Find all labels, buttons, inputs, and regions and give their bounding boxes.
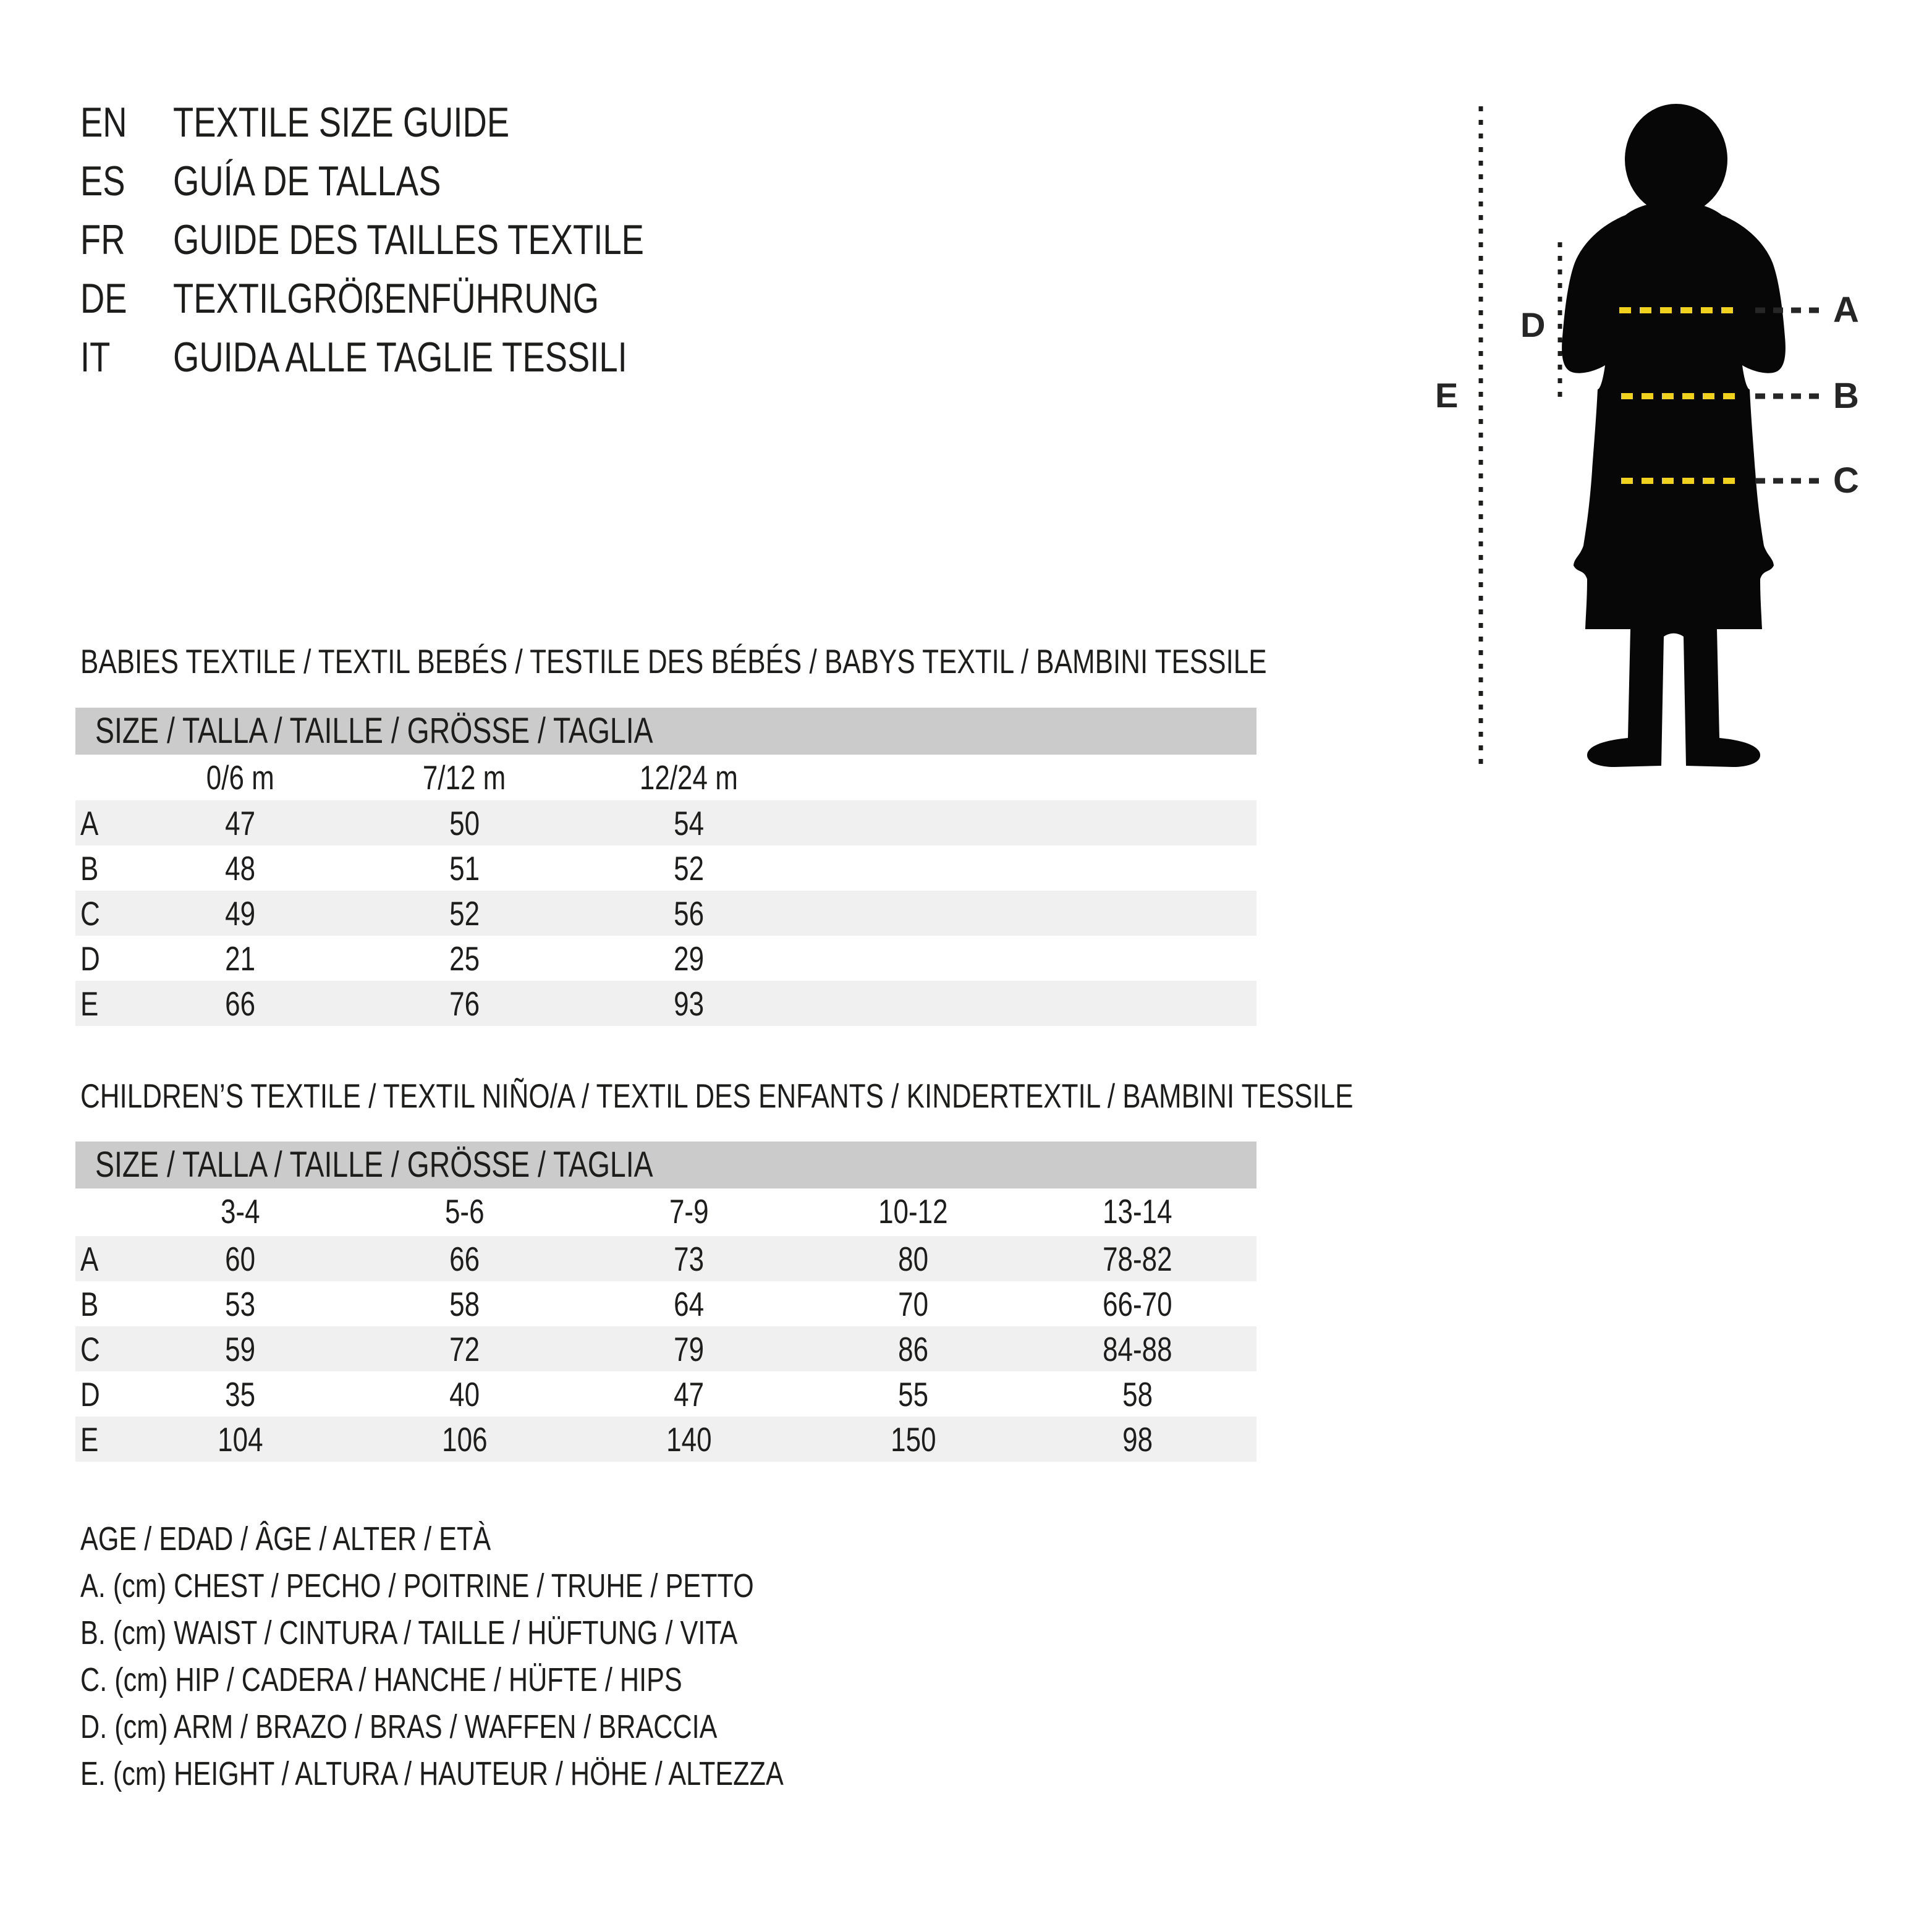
size-value-cell: 73	[674, 1239, 704, 1278]
column-header: 7-9	[669, 1192, 709, 1231]
size-value-cell: 79	[674, 1329, 704, 1368]
table-row	[75, 800, 1256, 845]
row-label: D	[80, 939, 100, 978]
size-value-cell: 35	[225, 1375, 255, 1413]
size-value-cell: 47	[225, 803, 255, 842]
size-value-cell: 40	[449, 1375, 480, 1413]
size-value-cell: 49	[225, 894, 255, 933]
child-measurement-diagram	[1421, 93, 1932, 785]
language-row	[80, 93, 761, 151]
size-value-cell: 98	[1122, 1420, 1153, 1459]
measurement-legend	[80, 1515, 959, 1797]
column-header: 0/6 m	[206, 758, 274, 797]
babies-table-rows	[75, 800, 1256, 1026]
size-value-cell: 59	[225, 1329, 255, 1368]
size-value-cell: 104	[217, 1420, 263, 1459]
size-value-cell: 50	[449, 803, 480, 842]
size-value-cell: 51	[449, 849, 480, 888]
size-value-cell: 60	[225, 1239, 255, 1278]
row-label: C	[80, 1329, 100, 1368]
size-value-cell: 76	[449, 984, 480, 1023]
row-label: A	[80, 1239, 99, 1278]
size-value-cell: 78-82	[1103, 1239, 1172, 1278]
size-value-cell: 29	[674, 939, 704, 978]
size-value-cell: 66	[225, 984, 255, 1023]
size-value-cell: 21	[225, 939, 255, 978]
table-row	[75, 891, 1256, 936]
size-value-cell: 58	[1122, 1375, 1153, 1413]
size-value-cell: 47	[674, 1375, 704, 1413]
size-value-cell: 55	[898, 1375, 928, 1413]
children-column-headers	[75, 1188, 1256, 1234]
legend-line-waist: B. (cm) WAIST / CINTURA / TAILLE / HÜFTUNG / VITA	[80, 1614, 738, 1651]
babies-column-headers	[75, 755, 1256, 800]
row-label: B	[80, 849, 99, 888]
size-value-cell: 140	[666, 1420, 712, 1459]
row-label: B	[80, 1284, 99, 1323]
size-value-cell: 66-70	[1103, 1284, 1172, 1323]
page-title: GUÍA DE TALLAS	[173, 157, 441, 205]
size-value-cell: 64	[674, 1284, 704, 1323]
size-value-cell: 66	[449, 1239, 480, 1278]
column-header: 7/12 m	[423, 758, 506, 797]
size-value-cell: 53	[225, 1284, 255, 1323]
row-label: C	[80, 894, 100, 933]
language-row	[80, 269, 761, 328]
legend-line-arm: D. (cm) ARM / BRAZO / BRAS / WAFFEN / BRACCIA	[80, 1708, 718, 1745]
legend-line-height: E. (cm) HEIGHT / ALTURA / HAUTEUR / HÖHE / ALTEZZA	[80, 1755, 784, 1792]
language-code: EN	[80, 98, 127, 146]
legend-line-hip: C. (cm) HIP / CADERA / HANCHE / HÜFTE / HIPS	[80, 1661, 682, 1698]
legend-line-chest: A. (cm) CHEST / PECHO / POITRINE / TRUHE / PETTO	[80, 1567, 754, 1604]
column-header: 3-4	[220, 1192, 260, 1231]
size-value-cell: 93	[674, 984, 704, 1023]
size-value-cell: 70	[898, 1284, 928, 1323]
babies-size-header-bar: SIZE / TALLA / TAILLE / GRÖSSE / TAGLIA	[75, 708, 1256, 755]
measure-label-c: C	[1833, 460, 1859, 501]
table-row	[75, 1326, 1256, 1371]
language-code: FR	[80, 216, 125, 263]
table-row	[75, 981, 1256, 1026]
page-title: GUIDE DES TAILLES TEXTILE	[173, 216, 644, 263]
column-header: 12/24 m	[639, 758, 738, 797]
babies-section-title: BABIES TEXTILE / TEXTIL BEBÉS / TESTILE DES BÉBÉS / BABYS TEXTIL / BAMBINI TESSILE	[80, 642, 1267, 680]
size-value-cell: 48	[225, 849, 255, 888]
size-value-cell: 25	[449, 939, 480, 978]
column-header: 5-6	[444, 1192, 485, 1231]
language-row	[80, 210, 761, 269]
page-title: TEXTILGRÖßENFÜHRUNG	[173, 274, 600, 322]
column-header: 10-12	[878, 1192, 948, 1231]
size-value-cell: 52	[449, 894, 480, 933]
measure-label-e: E	[1435, 376, 1459, 415]
measure-label-a: A	[1833, 290, 1859, 330]
size-value-cell: 84-88	[1103, 1329, 1172, 1368]
size-value-cell: 54	[674, 803, 704, 842]
table-row	[75, 1417, 1256, 1462]
page-title: GUIDA ALLE TAGLIE TESSILI	[173, 333, 627, 381]
children-section-title: CHILDREN’S TEXTILE / TEXTIL NIÑO/A / TEXTIL DES ENFANTS / KINDERTEXTIL / BAMBINI TESSILE	[80, 1077, 1354, 1115]
size-value-cell: 80	[898, 1239, 928, 1278]
size-value-cell: 150	[890, 1420, 936, 1459]
size-value-cell: 58	[449, 1284, 480, 1323]
size-value-cell: 52	[674, 849, 704, 888]
language-code: ES	[80, 157, 125, 205]
row-label: E	[80, 984, 99, 1023]
row-label: D	[80, 1375, 100, 1413]
children-table-rows	[75, 1236, 1256, 1462]
column-header: 13-14	[1103, 1192, 1172, 1231]
size-value-cell: 56	[674, 894, 704, 933]
language-row	[80, 151, 761, 210]
language-row	[80, 328, 761, 386]
measure-label-d: D	[1520, 305, 1546, 344]
row-label: E	[80, 1420, 99, 1459]
child-silhouette	[1562, 104, 1786, 767]
size-value-cell: 86	[898, 1329, 928, 1368]
table-row	[75, 845, 1256, 891]
table-row	[75, 1371, 1256, 1417]
children-size-header-bar: SIZE / TALLA / TAILLE / GRÖSSE / TAGLIA	[75, 1142, 1256, 1188]
size-value-cell: 72	[449, 1329, 480, 1368]
legend-line-age: AGE / EDAD / ÂGE / ALTER / ETÀ	[80, 1520, 491, 1557]
table-row	[75, 936, 1256, 981]
measure-label-b: B	[1833, 376, 1859, 416]
page-title: TEXTILE SIZE GUIDE	[173, 98, 510, 146]
language-code: DE	[80, 274, 127, 322]
table-row	[75, 1281, 1256, 1326]
row-label: A	[80, 803, 99, 842]
language-title-list	[80, 93, 761, 386]
size-value-cell: 106	[441, 1420, 488, 1459]
table-row	[75, 1236, 1256, 1281]
language-code: IT	[80, 333, 111, 381]
